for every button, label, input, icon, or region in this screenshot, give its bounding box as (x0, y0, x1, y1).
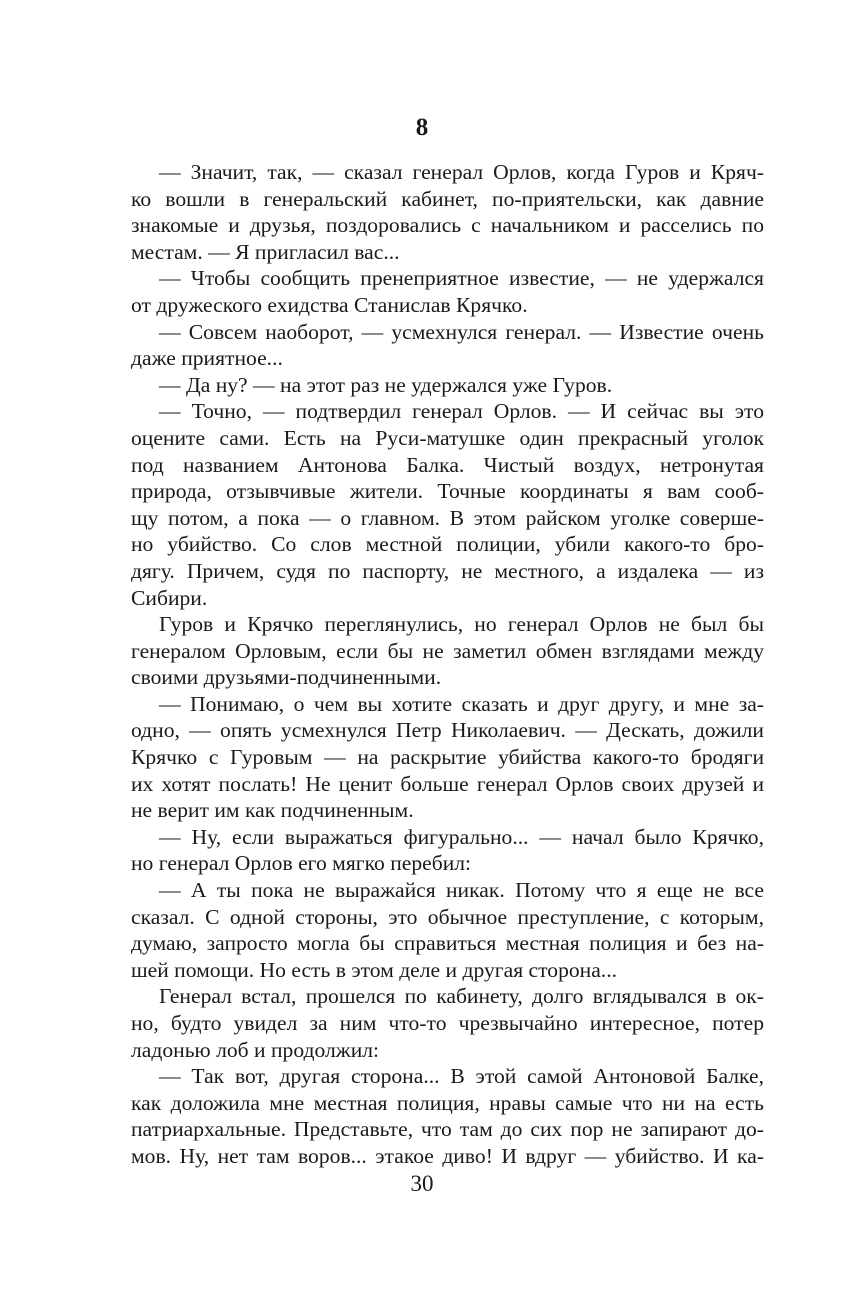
text-line: — А ты пока не выражайся никак. Потому что я еще не все (159, 878, 764, 903)
text-line: щу потом, а пока — о главном. В этом райском уголке соверше- (131, 505, 764, 530)
chapter-number: 8 (415, 114, 429, 141)
text-line: Генерал встал, прошелся по кабинету, долго вглядывался в ок- (159, 984, 764, 1009)
text-line: ладонью лоб и продолжил: (131, 1037, 380, 1062)
text-line: но, будто увидел за ним что-то чрезвычайно интересное, потер (131, 1011, 764, 1035)
text-line: природа, отзывчивые жители. Точные координаты я вам сооб- (131, 479, 764, 504)
text-line: мов. Ну, нет там воров... этакое диво! И вдруг — убийство. И ка- (131, 1143, 764, 1168)
text-line: — Так вот, другая сторона... В этой самой Антоновой Балке, (159, 1064, 764, 1089)
text-line: — Совсем наоборот, — усмехнулся генерал. — Известие очень (159, 319, 764, 344)
text-line: Крячко с Гуровым — на раскрытие убийства какого-то бродяги (131, 745, 764, 770)
text-line: не верит им как подчиненным. (131, 798, 414, 823)
text-line: но убийство. Со слов местной полиции, убили какого-то бро- (131, 532, 764, 557)
text-line: знакомые и друзья, поздоровались с начальником и расселись по (131, 213, 764, 238)
text-line: своими друзьями-подчиненными. (131, 665, 442, 690)
text-line: оцените сами. Есть на Руси-матушке один прекрасный уголок (131, 425, 764, 450)
text-line: местам. — Я пригласил вас... (131, 239, 400, 264)
text-line: — Значит, так, — сказал генерал Орлов, когда Гуров и Кряч- (159, 160, 764, 184)
text-line: патриархальные. Представьте, что там до сих пор не запирают до- (131, 1117, 764, 1142)
text-line: как доложила мне местная полиция, нравы самые что ни на есть (131, 1090, 764, 1115)
text-line: — Чтобы сообщить пренеприятное известие, — не удержался (159, 266, 764, 291)
text-line: генералом Орловым, если бы не заметил обмен взглядами между (131, 638, 764, 663)
text-line: Гуров и Крячко переглянулись, но генерал Орлов не был бы (159, 612, 764, 637)
text-line: сказал. С одной стороны, это обычное преступление, с которым, (131, 904, 764, 929)
text-line: ко вошли в генеральский кабинет, по-приятельски, как давние (131, 186, 764, 211)
text-line: шей помощи. Но есть в этом деле и другая сторона... (131, 957, 618, 982)
body-text (131, 159, 764, 1170)
text-line: одно, — опять усмехнулся Петр Николаевич. — Дескать, дожили (131, 718, 764, 743)
text-line: от дружеского ехидства Станислав Крячко. (131, 292, 528, 317)
text-line: — Ну, если выражаться фигурально... — начал было Крячко, (159, 824, 764, 849)
text-line: под названием Антонова Балка. Чистый воздух, нетронутая (131, 452, 764, 477)
text-line: думаю, запросто могла бы справиться местная полиция и без на- (131, 931, 764, 956)
text-line: Сибири. (131, 585, 208, 610)
text-line: их хотят послать! Не ценит больше генерал Орлов своих друзей и (131, 771, 764, 796)
text-line: но генерал Орлов его мягко перебил: (131, 851, 472, 876)
text-line: — Да ну? — на этот раз не удержался уже Гуров. (159, 372, 613, 397)
text-line: даже приятное... (131, 346, 283, 371)
text-line: дягу. Причем, судя по паспорту, не местного, а издалека — из (131, 558, 764, 583)
text-line: — Понимаю, о чем вы хотите сказать и друг другу, и мне за- (159, 691, 764, 716)
page-number: 30 (410, 1171, 434, 1196)
text-line: — Точно, — подтвердил генерал Орлов. — И сейчас вы это (159, 399, 764, 424)
